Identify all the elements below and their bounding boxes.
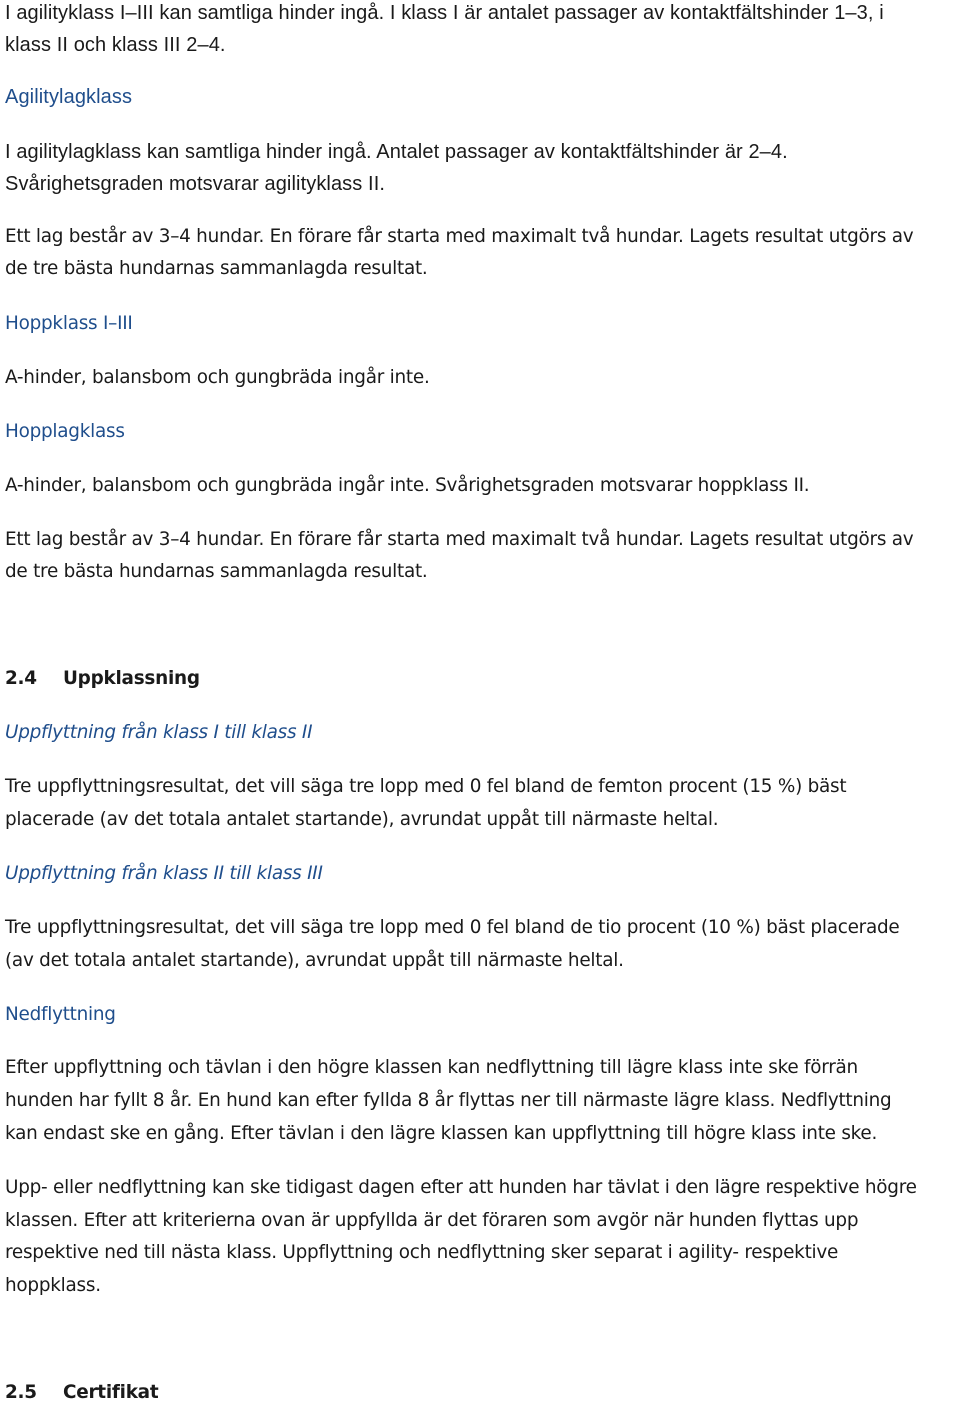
agilitylagklass-p1-line-1: I agilitylagklass kan samtliga hinder ingå. Antalet passager av kontaktfältshinder är 2–4. (5, 141, 788, 163)
sub3-p1-line-3: kan endast ske en gång. Efter tävlan i den lägre klassen kan uppflyttning till högre klass inte ske. (5, 1123, 878, 1144)
subheading-klass-ii-till-iii: Uppflyttning från klass II till klass III (5, 863, 323, 884)
section-number: 2.5 (5, 1382, 37, 1403)
agilitylagklass-p1-line-2: Svårighetsgraden motsvarar agilityklass II. (5, 173, 386, 195)
hoppklass-p1: A-hinder, balansbom och gungbräda ingår inte. (5, 367, 430, 388)
intro-line-1: I agilityklass I–III kan samtliga hinder ingå. I klass I är antalet passager av kontaktfältshinder 1–3, i (5, 2, 884, 24)
sub2-line-1: Tre uppflyttningsresultat, det vill säga tre lopp med 0 fel bland de tio procent (10 %) bäst placerade (5, 917, 900, 938)
sub3-p1-line-2: hunden har fyllt 8 år. En hund kan efter fyllda 8 år flyttas ner till närmaste lägre klass. Nedflyttning (5, 1090, 892, 1111)
sub3-p2-line-3: respektive ned till nästa klass. Uppflyttning och nedflyttning sker separat i agility- respektive (5, 1242, 839, 1263)
subheading-nedflyttning: Nedflyttning (5, 1004, 116, 1025)
subheading-klass-i-till-ii: Uppflyttning från klass I till klass II (5, 722, 313, 743)
hopplagklass-p1: A-hinder, balansbom och gungbräda ingår inte. Svårighetsgraden motsvarar hoppklass II. (5, 475, 810, 496)
sub3-p1-line-1: Efter uppflyttning och tävlan i den högre klassen kan nedflyttning till lägre klass inte ske förrän (5, 1057, 858, 1078)
section-heading-2-5 (5, 1380, 158, 1406)
section-title: Certifikat (63, 1382, 159, 1403)
section-title: Uppklassning (63, 668, 200, 689)
sub3-p2-line-1: Upp- eller nedflyttning kan ske tidigast dagen efter att hunden har tävlat i den lägre respektive högre (5, 1177, 917, 1198)
hopplagklass-p2-line-1: Ett lag består av 3–4 hundar. En förare får starta med maximalt två hundar. Lagets resultat utgörs av (5, 529, 914, 550)
sub2-line-2: (av det totala antalet startande), avrundat uppåt till närmaste heltal. (5, 950, 624, 971)
heading-hoppklass: Hoppklass I–III (5, 313, 133, 334)
sub1-line-1: Tre uppflyttningsresultat, det vill säga tre lopp med 0 fel bland de femton procent (15 %) bäst (5, 776, 847, 797)
agilitylagklass-p2-line-1: Ett lag består av 3–4 hundar. En förare får starta med maximalt två hundar. Lagets resultat utgörs av (5, 226, 914, 247)
intro-line-2: klass II och klass III 2–4. (5, 34, 226, 56)
heading-hopplagklass: Hopplagklass (5, 421, 125, 442)
heading-agilitylagklass: Agilitylagklass (5, 86, 133, 108)
section-number: 2.4 (5, 668, 37, 689)
sub3-p2-line-4: hoppklass. (5, 1275, 101, 1296)
section-heading-2-4 (5, 666, 200, 692)
hopplagklass-p2-line-2: de tre bästa hundarnas sammanlagda resultat. (5, 561, 428, 582)
sub3-p2-line-2: klassen. Efter att kriterierna ovan är uppfyllda är det föraren som avgör när hunden flyttas upp (5, 1210, 859, 1231)
sub1-line-2: placerade (av det totala antalet startande), avrundat uppåt till närmaste heltal. (5, 809, 719, 830)
agilitylagklass-p2-line-2: de tre bästa hundarnas sammanlagda resultat. (5, 258, 428, 279)
